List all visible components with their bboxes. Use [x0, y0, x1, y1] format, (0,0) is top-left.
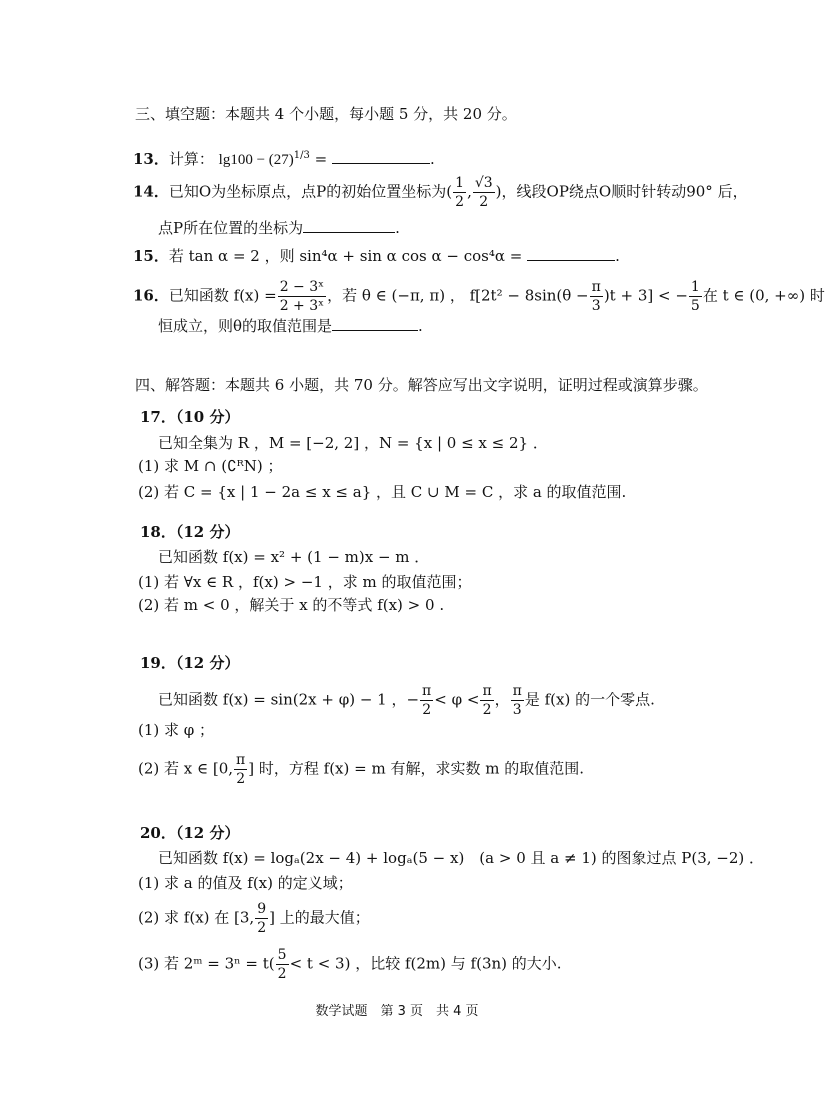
q19-pi-over-3: $\frac{\pi}{3}$ [512, 683, 522, 718]
question-16 [133, 280, 825, 313]
q14-answer-blank[interactable] [303, 218, 395, 233]
question-14: 14．已知O为坐标原点，点P的初始位置坐标为( $\frac{1}{2}$ , $\frac{√3}{2}$ )，线段OP绕点O顺时针转动90° 后， [133, 175, 748, 210]
question-18-heading: 18．（12 分） [140, 523, 240, 541]
q13-text: 计算： [168, 150, 214, 168]
q13-answer-blank[interactable] [332, 149, 430, 164]
q16-one-fifth: $\frac{1}{5}$ [690, 279, 700, 314]
q14-fraction-1: $\frac{1}{2}$ [455, 175, 465, 210]
q16-text-b: ，若 θ ∈ (−π, π) ， [327, 286, 465, 305]
q16-text-c: f[2t² − 8sin(θ − [469, 286, 589, 305]
q16-number: 16． [133, 286, 169, 305]
q16-function-fraction: $\frac{\text{2 − 3ˣ}}{\text{2 + 3ˣ}}$ [279, 279, 325, 314]
question-18-part-1: (1) 若 ∀x ∈ R ，f(x) > −1 ，求 m 的取值范围； [138, 573, 472, 591]
question-18-intro: 已知函数 f(x) = x² + (1 − m)x − m ． [158, 548, 430, 566]
question-16-line-2: 恒成立，则θ的取值范围是 . [158, 317, 423, 335]
q15-answer-blank[interactable] [527, 246, 615, 261]
question-18-part-2: (2) 若 m < 0 ，解关于 x 的不等式 f(x) > 0 . [138, 596, 445, 614]
q14-fraction-2: $\frac{√3}{2}$ [474, 175, 493, 210]
q19-neg-pi-over-2: $\frac{\pi}{2}$ [422, 683, 432, 718]
q13-number: 13． [133, 150, 169, 168]
question-20-heading: 20．（12 分） [140, 824, 240, 842]
page-footer: 数学试题 第 3 页 共 4 页 [315, 1004, 479, 1019]
question-13: 13．计算： $\lg 100 - (27)^{1/3}$ = . [133, 150, 435, 168]
q13-exponent: 1/3 [293, 150, 310, 161]
q13-expr: lg100 − (27) [218, 152, 294, 168]
q19-part2-pi-over-2: $\frac{\pi}{2}$ [236, 752, 246, 787]
q14-number: 14． [133, 182, 169, 201]
question-15: 15．若 tan α = 2 ，则 sin⁴α + sin α cos α − cos⁴α = . [133, 247, 620, 265]
q16-answer-blank[interactable] [332, 316, 418, 331]
q20-five-halves: $\frac{5}{2}$ [277, 947, 287, 982]
q14-text-a: 已知O为坐标原点，点P的初始位置坐标为 [168, 182, 447, 201]
q20-nine-halves: $\frac{9}{2}$ [257, 901, 267, 936]
q15-number: 15． [133, 247, 169, 265]
question-19-part-1: (1) 求 φ ； [138, 721, 215, 739]
question-19-intro: 已知函数 f(x) = sin(2x + φ) − 1 ，− $\frac{\pi}{2}$ < φ < $\frac{\pi}{2}$ ， $\frac{\pi}{3}$ 是 f(x) 的一个零点. [158, 683, 655, 718]
question-20-part-1: (1) 求 a 的值及 f(x) 的定义域； [138, 874, 353, 892]
question-17-part-1: (1) 求 M ∩ (∁ᴿN) ； [138, 457, 283, 475]
q14-text-b: ，线段OP绕点O顺时针转动90° 后， [501, 182, 748, 201]
q19-pi-over-2: $\frac{\pi}{2}$ [482, 683, 492, 718]
q16-pi-fraction: $\frac{\pi}{3}$ [591, 279, 601, 314]
q16-text-e: 在 t ∈ (0, +∞) 时 [702, 286, 825, 305]
question-19-heading: 19．（12 分） [140, 654, 240, 672]
question-20-intro: 已知函数 f(x) = logₐ(2x − 4) + logₐ(5 − x) (a > 0 且 a ≠ 1) 的图象过点 P(3, −2) ． [158, 849, 765, 867]
section-solve-heading: 四、解答题：本题共 6 小题，共 70 分。解答应写出文字说明，证明过程或演算步骤。 [135, 376, 708, 394]
section-fill-heading: 三、填空题：本题共 4 个小题，每小题 5 分，共 20 分。 [135, 105, 517, 123]
question-20-part-3: (3) 若 2ᵐ = 3ⁿ = t( $\frac{5}{2}$ < t < 3) ，比较 f(2m) 与 f(3n) 的大小. [138, 947, 562, 982]
q16-text-a: 已知函数 f(x) = [168, 286, 277, 305]
question-14-line-2: 点P所在位置的坐标为 . [158, 219, 400, 237]
question-17-heading: 17．（10 分） [140, 408, 240, 426]
q16-text-d: )t + 3] < − [603, 286, 688, 305]
question-19-part-2: (2) 若 x ∈ [0, $\frac{\pi}{2}$ ] 时，方程 f(x) = m 有解，求实数 m 的取值范围. [138, 752, 584, 787]
q13-equals: = [314, 150, 328, 168]
question-17-intro: 已知全集为 R ，M = [−2, 2] ，N = {x | 0 ≤ x ≤ 2} ． [158, 434, 548, 452]
question-20-part-2: (2) 求 f(x) 在 [3, $\frac{9}{2}$ ] 上的最大值； [138, 901, 370, 936]
question-17-part-2: (2) 若 C = {x | 1 − 2a ≤ x ≤ a} ，且 C ∪ M = C ，求 a 的取值范围. [138, 483, 627, 501]
q15-text: 若 tan α = 2 ，则 sin⁴α + sin α cos α − cos⁴α = [168, 247, 523, 265]
